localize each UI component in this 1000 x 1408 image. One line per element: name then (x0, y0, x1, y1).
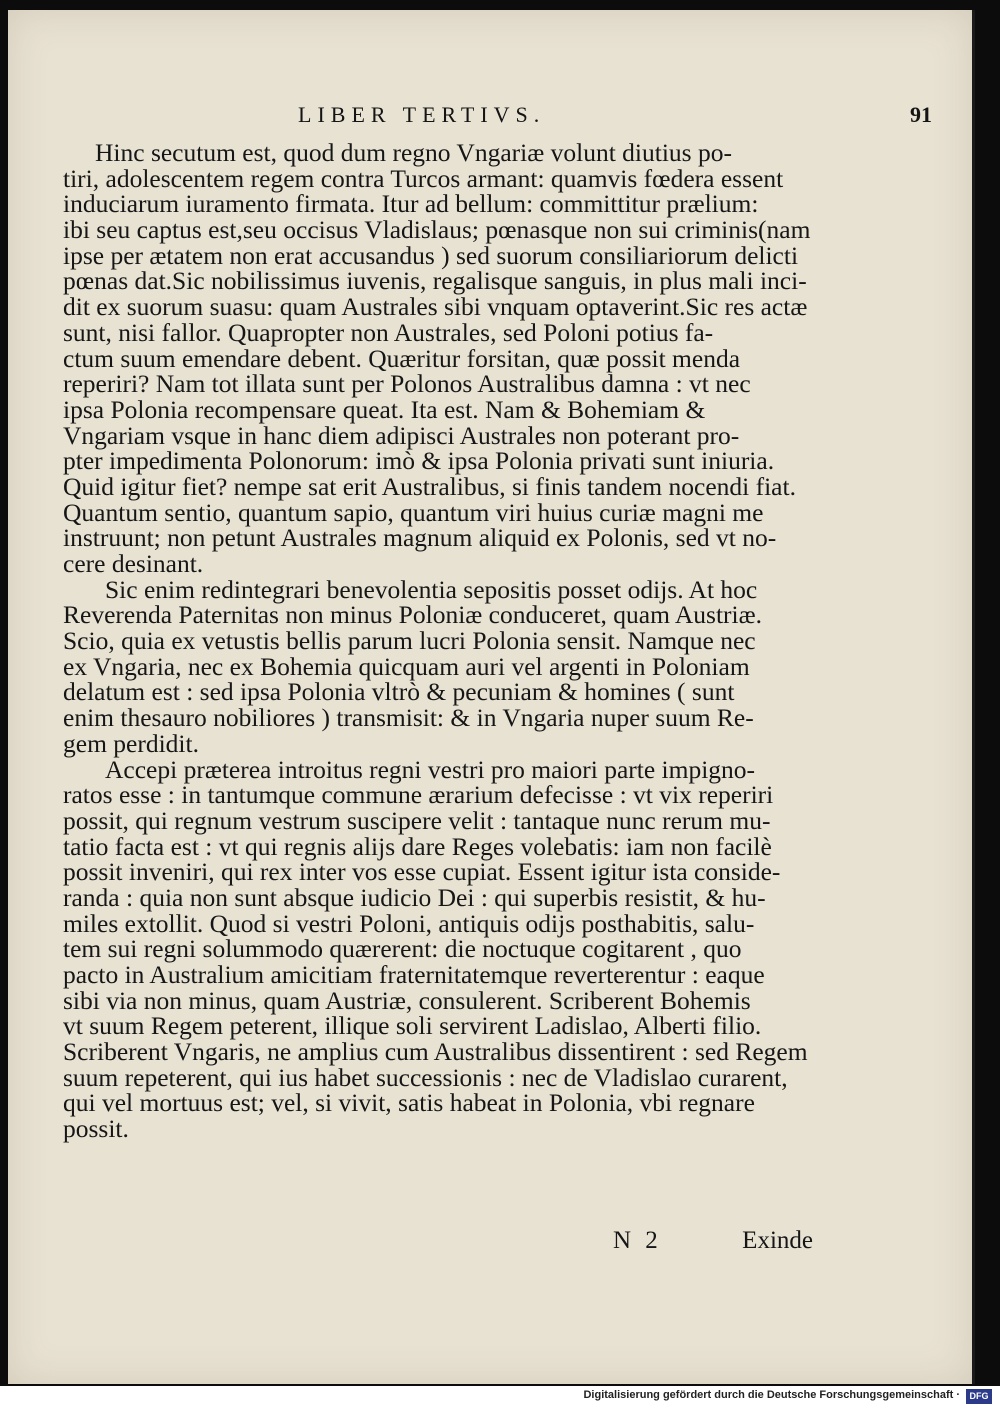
text-line: tiri, adolescentem regem contra Turcos armant: quamvis fœdera essent (63, 163, 784, 193)
text-line: reperiri? Nam tot illata sunt per Polonos Australibus damna : vt nec (63, 369, 751, 399)
text-line: ipsa Polonia recompensare queat. Ita est. Nam & Bohemiam & (63, 394, 706, 424)
running-head (48, 102, 940, 132)
dfg-logo: DFG (966, 1389, 992, 1404)
text-line: Reverenda Paternitas non minus Poloniæ conduceret, quam Austriæ. (63, 600, 763, 630)
text-line: Scriberent Vngaris, ne amplius cum Australibus dissentirent : sed Regem (63, 1037, 808, 1067)
text-line: possit. (63, 1114, 129, 1144)
text-line: dit ex suorum suasu: quam Australes sibi vnquam optaverint.Sic res actæ (63, 292, 808, 322)
signature-mark: N 2 (613, 1227, 662, 1254)
credit-bar (0, 1386, 1000, 1408)
text-line: Sic enim redintegrari benevolentia sepositis posset odijs. At hoc (105, 574, 758, 604)
text-line: pter impedimenta Polonorum: imò & ipsa Polonia privati sunt iniuria. (63, 446, 775, 476)
text-line: ibi seu captus est,seu occisus Vladislaus; pœnasque non sui criminis(nam (63, 215, 811, 245)
text-line: Scio, quia ex vetustis bellis parum lucri Polonia sensit. Namque nec (63, 626, 756, 656)
text-line: ctum suum emendare debent. Quæritur forsitan, quæ possit menda (63, 343, 741, 373)
text-line: delatum est : sed ipsa Polonia vltrò & pecuniam & homines ( sunt (63, 677, 735, 707)
text-line: Vngariam vsque in hanc diem adipisci Australes non poterant pro- (63, 420, 740, 450)
text-line: tatio facta est : vt qui regnis alijs dare Reges volebatis: iam non facilè (63, 831, 772, 861)
text-line: Hinc secutum est, quod dum regno Vngariæ volunt diutius po- (95, 138, 732, 167)
text-line: qui vel mortuus est; vel, si vivit, satis habeat in Polonia, vbi regnare (63, 1088, 755, 1118)
text-line: instruunt; non petunt Australes magnum aliquid ex Polonis, sed vt no- (63, 523, 777, 553)
text-line: ratos esse : in tantumque commune ærarium defecisse : vt vix reperiri (63, 780, 774, 810)
text-line: induciarum iuramento firmata. Itur ad bellum: committitur prælium: (63, 189, 759, 219)
text-line: Accepi præterea introitus regni vestri pro maiori parte impigno- (105, 754, 756, 784)
book-page (8, 10, 975, 1384)
text-line: tem sui regni solummodo quærerent: die noctuque cogitarent , quo (63, 934, 742, 964)
credit-text: Digitalisierung gefördert durch die Deutsche Forschungsgemeinschaft · (583, 1389, 960, 1401)
text-line: possit inveniri, qui rex inter vos esse cupiat. Essent igitur ista conside- (63, 857, 781, 887)
text-line: Quantum sentio, quantum sapio, quantum viri huius curiæ magni me (63, 497, 764, 527)
text-line: ipse per ætatem non erat accusandus ) sed suorum consiliariorum delicti (63, 240, 799, 270)
text-line: sunt, nisi fallor. Quapropter non Australes, sed Poloni potius fa- (63, 317, 714, 347)
running-title: LIBER TERTIVS. (298, 102, 546, 127)
text-line: possit, qui regnum vestrum suscipere velit : tantaque nunc rerum mu- (63, 805, 771, 835)
page-number: 91 (910, 102, 932, 127)
text-line: pœnas dat.Sic nobilissimus iuvenis, regalisque sanguis, in plus mali inci- (63, 266, 807, 296)
text-line: cere desinant. (63, 549, 204, 578)
text-line: miles extollit. Quod si vestri Poloni, antiquis odijs posthabitis, salu- (63, 908, 755, 938)
text-line: Quid igitur fiet? nempe sat erit Australibus, si finis tandem nocendi fiat. (63, 471, 796, 501)
catchword: Exinde (742, 1227, 813, 1254)
body-text (63, 140, 813, 1142)
text-line: enim thesauro nobiliores ) transmisit: & in Vngaria nuper suum Re- (63, 703, 754, 733)
text-line: pacto in Australium amicitiam fraternitatemque reverterentur : eaque (63, 960, 765, 989)
text-line: vt suum Regem peterent, illique soli servirent Ladislao, Alberti filio. (63, 1011, 762, 1041)
text-line: sibi via non minus, quam Austriæ, consulerent. Scriberent Bohemis (63, 985, 751, 1015)
text-line: gem perdidit. (63, 728, 199, 758)
text-line: ex Vngaria, nec ex Bohemia quicquam auri vel argenti in Poloniam (63, 651, 750, 681)
page-footer (63, 1227, 813, 1257)
text-line: randa : quia non sunt absque iudicio Dei : qui superbis resistit, & hu- (63, 882, 766, 912)
text-line: suum repeterent, qui ius habet successionis : nec de Vladislao curarent, (63, 1062, 788, 1092)
